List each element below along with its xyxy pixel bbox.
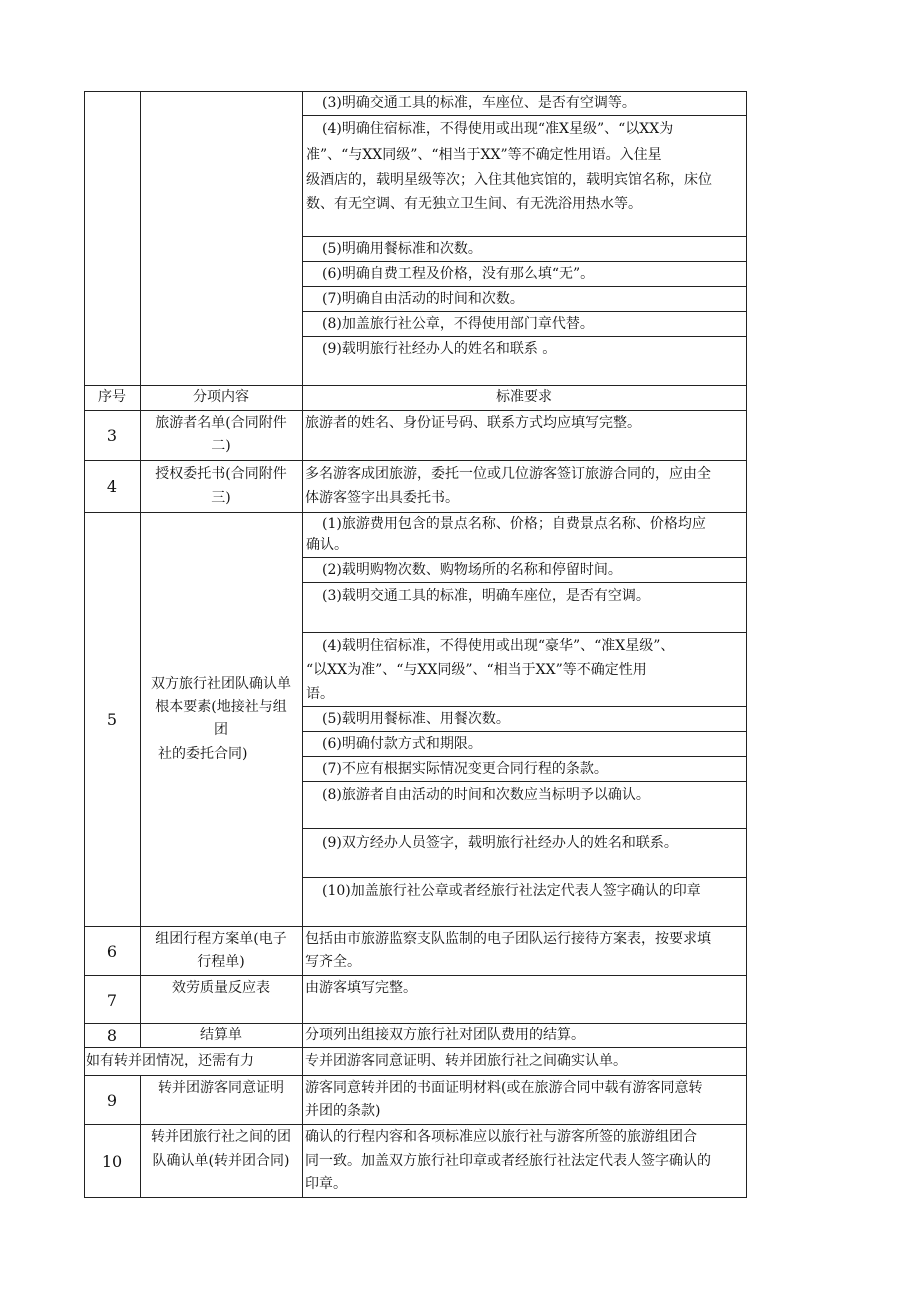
requirement-text: (8)旅游者自由活动的时间和次数应当标明予以确认。: [322, 787, 650, 803]
row-number: 4: [106, 477, 118, 496]
item-text: 转并团旅行社之间的团: [151, 1129, 291, 1145]
requirement-text: (7)明确自由活动的时间和次数。: [322, 291, 524, 307]
requirement-text: 数、有无空调、有无独立卫生间、有无洗浴用热水等。: [306, 196, 642, 212]
subrow-line: [302, 236, 747, 237]
subrow-line: [302, 632, 747, 633]
requirement-text: 印章。: [305, 1176, 347, 1192]
requirement-text: (5)明确用餐标准和次数。: [322, 241, 482, 257]
requirement-text: 级酒店的，载明星级等次；入住其他宾馆的，载明宾馆名称，床位: [306, 172, 712, 188]
item-text: 社的委托合同): [158, 746, 248, 762]
requirement-text: (9)双方经办人员签字，载明旅行社经办人的姓名和联系。: [322, 835, 678, 851]
requirement-text: (3)明确交通工具的标准，车座位、是否有空调等。: [322, 95, 636, 111]
subrow-line: [302, 781, 747, 782]
requirement-text: (4)载明住宿标准，不得使用或出现“豪华”、“准X星级”、: [322, 638, 675, 654]
requirement-text: (9)载明旅行社经办人的姓名和联系 。: [322, 341, 557, 357]
row-line: [84, 975, 747, 976]
row-line: [84, 926, 747, 927]
subrow-line: [302, 336, 747, 337]
requirement-text: (1)旅游费用包含的景点名称、价格；自费景点名称、价格均应: [322, 516, 706, 532]
requirement-text: 写齐全。: [305, 954, 361, 970]
subrow-line: [302, 877, 747, 878]
requirement-text: (5)载明用餐标准、用餐次数。: [322, 711, 510, 727]
subrow-line: [302, 706, 747, 707]
row-line: [84, 1075, 747, 1076]
row-number: 9: [106, 1091, 118, 1110]
requirement-text: 包括由市旅游监察支队监制的电子团队运行接待方案表，按要求填: [305, 931, 711, 947]
row-line: [84, 1197, 747, 1198]
requirement-text: 分项列出组接双方旅行社对团队费用的结算。: [305, 1027, 585, 1043]
requirement-text: 游客同意转并团的书面证明材料(或在旅游合同中载有游客同意转: [305, 1080, 703, 1096]
item-text: 团: [214, 722, 228, 738]
row-line: [84, 1023, 747, 1024]
subrow-line: [302, 311, 747, 312]
subrow-line: [302, 286, 747, 287]
requirement-text: 确认的行程内容和各项标准应以旅行社与游客所签的旅游组团合: [305, 1129, 697, 1145]
requirement-text: 准”、“与XX同级”、“相当于XX”等不确定性用语。入住星: [306, 147, 662, 163]
subrow-line: [302, 115, 747, 116]
item-text: 组团行程方案单(电子: [155, 931, 287, 947]
item-text: 授权委托书(合同附件: [155, 466, 287, 482]
requirement-text: 由游客填写完整。: [305, 980, 417, 996]
requirement-text: (6)明确自费工程及价格，没有那么填“无”。: [322, 266, 595, 282]
row-number: 3: [106, 426, 118, 445]
row-line: [84, 1124, 747, 1125]
item-text: 结算单: [200, 1027, 242, 1043]
item-text: 三): [211, 490, 231, 506]
item-text: 效劳质量反应表: [172, 980, 270, 996]
requirement-text: 多名游客成团旅游，委托一位或几位游客签订旅游合同的，应由全: [305, 466, 711, 482]
requirement-text: (4)明确住宿标准，不得使用或出现“准X星级”、“以XX为: [322, 121, 674, 137]
table-border-right: [746, 91, 747, 1197]
requirement-text: (6)明确付款方式和期限。: [322, 736, 482, 752]
subrow-line: [302, 557, 747, 558]
subrow-line: [302, 582, 747, 583]
row-number: 10: [101, 1152, 123, 1171]
row-line: [84, 385, 747, 386]
subrow-line: [302, 731, 747, 732]
item-text: 转并团游客同意证明: [158, 1080, 284, 1096]
subrow-line: [302, 828, 747, 829]
item-text: 二): [211, 438, 231, 454]
row-line: [84, 410, 747, 411]
row-line: [84, 512, 747, 513]
row-number: 7: [106, 991, 118, 1010]
col-divider-1: [140, 91, 141, 1047]
requirement-text: (10)加盖旅行社公章或者经旅行社法定代表人签字确认的印章: [322, 883, 701, 899]
requirement-text: “以XX为准”、“与XX同级”、“相当于XX”等不确定性用: [306, 662, 647, 678]
item-text: 队确认单(转并团合同): [152, 1153, 290, 1169]
subrow-line: [302, 756, 747, 757]
row-line: [84, 460, 747, 461]
row-line: [84, 1047, 747, 1048]
requirement-text: 确认。: [306, 537, 348, 553]
requirement-text: 旅游者的姓名、身份证号码、联系方式均应填写完整。: [305, 415, 641, 431]
item-text: 旅游者名单(合同附件: [155, 415, 287, 431]
header-col-no: 序号: [98, 389, 126, 405]
item-text: 根本要素(地接社与组: [155, 699, 287, 715]
header-col-requirement: 标准要求: [496, 389, 552, 405]
requirement-text: 体游客签字出具委托书。: [305, 490, 459, 506]
row-number: 5: [106, 710, 118, 729]
requirement-text: (3)载明交通工具的标准，明确车座位，是否有空调。: [322, 588, 650, 604]
requirement-text: (8)加盖旅行社公章，不得使用部门章代替。: [322, 316, 594, 332]
header-col-item: 分项内容: [193, 389, 249, 405]
requirement-text: 同一致。加盖双方旅行社印章或者经旅行社法定代表人签字确认的: [305, 1153, 711, 1169]
row-number: 8: [106, 1026, 118, 1045]
col-divider-2: [302, 91, 303, 1197]
requirement-text: 语。: [306, 686, 334, 702]
requirement-text: 并团的条款): [305, 1103, 381, 1119]
item-text: 双方旅行社团队确认单: [151, 676, 291, 692]
requirement-text: 专并团游客同意证明、转并团旅行社之间确实认单。: [305, 1053, 627, 1069]
subrow-line: [302, 261, 747, 262]
transfer-label: 如有转并团情况，还需有力: [86, 1053, 254, 1069]
requirement-text: (7)不应有根据实际情况变更合同行程的条款。: [322, 761, 608, 777]
requirement-text: (2)载明购物次数、购物场所的名称和停留时间。: [322, 562, 622, 578]
item-text: 行程单): [197, 954, 245, 970]
row-line: [84, 91, 747, 92]
row-number: 6: [106, 942, 118, 961]
